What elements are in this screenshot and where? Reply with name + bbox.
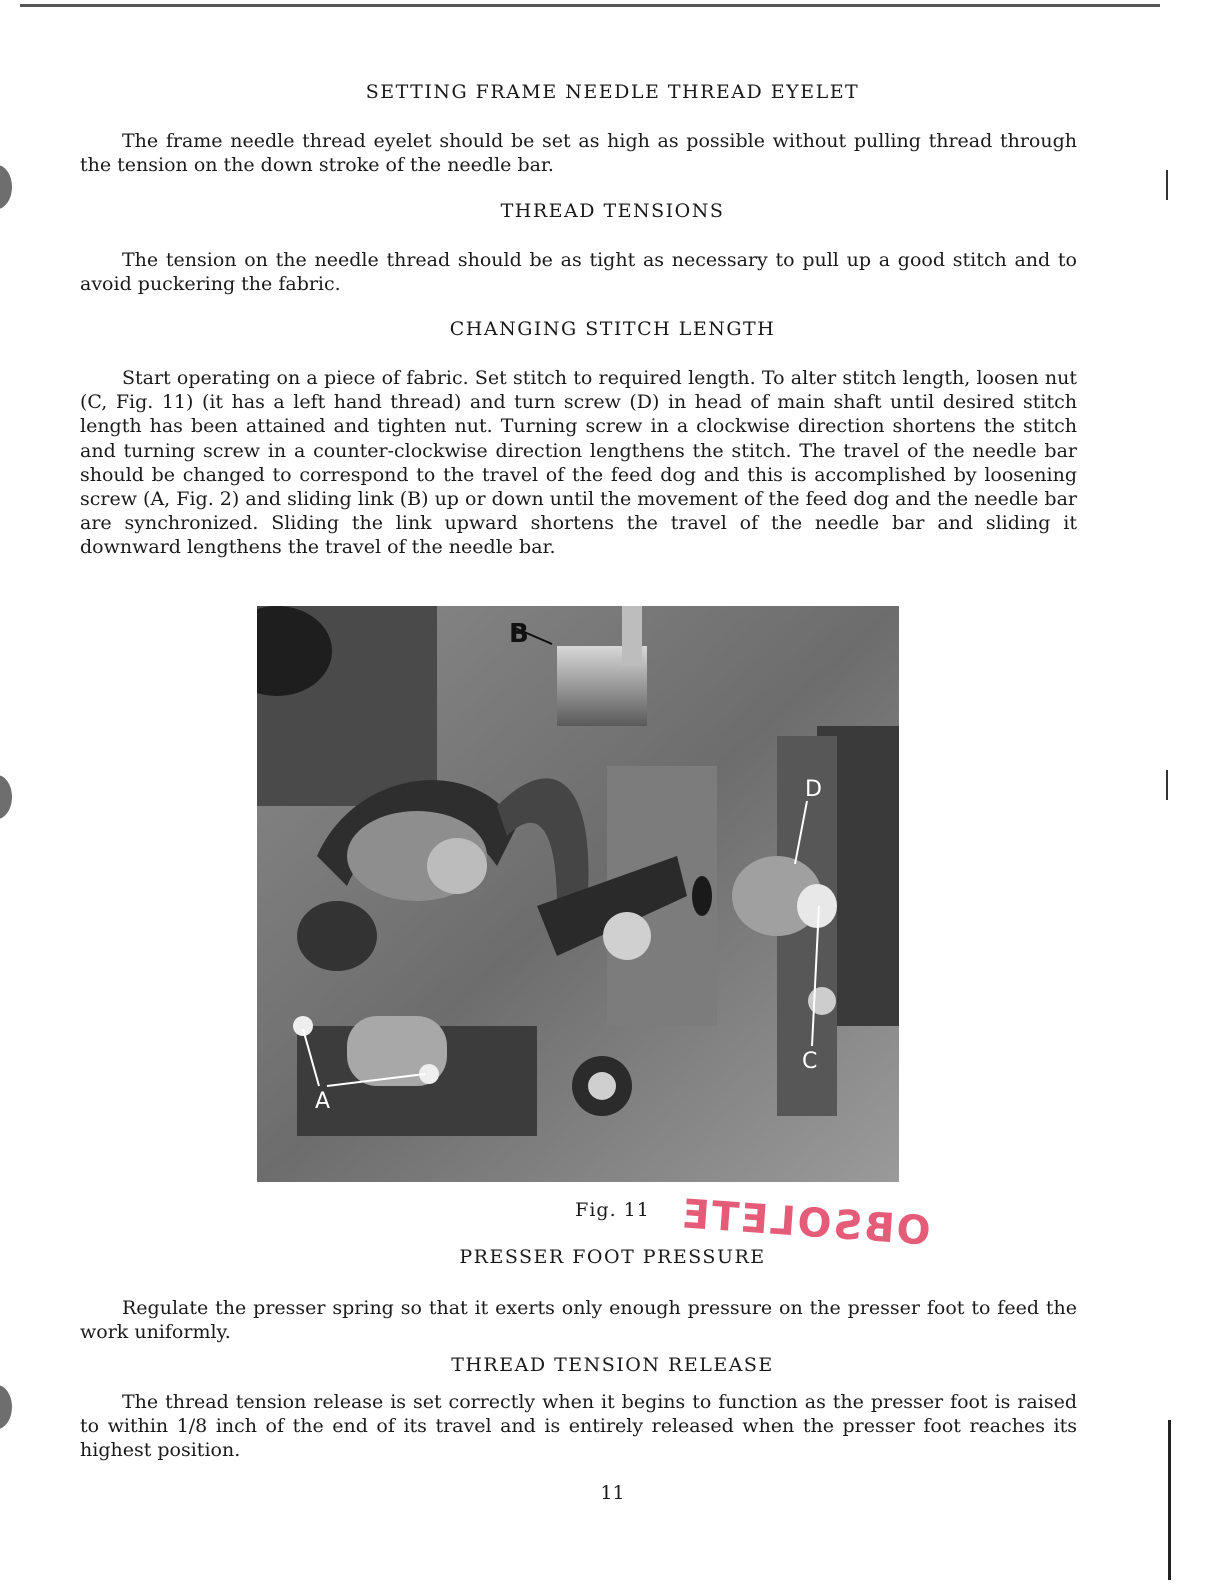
section-heading: PRESSER FOOT PRESSURE [459, 1246, 766, 1268]
label-b: B [509, 619, 529, 649]
label-d: D [805, 777, 822, 802]
right-margin-mark [1166, 770, 1168, 800]
section-body: Start operating on a piece of fabric. Set stitch to required length. To alter stitch length, loosen nut (C, Fig. 11) (it has a left hand thread) and turn screw (D) in head of main shaft until desired stitch length has been attained and tighten nut. Turning screw in a clockwise direction shortens the stitch and turning screw in a counter-clockwise direction lengthens the stitch. The travel of the needle bar should be changed to correspond to the travel of the feed dog and this is accomplished by loosening screw (A, Fig. 2) and sliding link (B) up or down until the movement of the feed dog and the needle bar are synchronized. Sliding the link upward shortens the travel of the needle bar and sliding it downward lengthens the travel of the needle bar. [80, 367, 1077, 559]
section-body: The tension on the needle thread should be as tight as necessary to pull up a good stitch and to avoid puckering the fabric. [80, 249, 1077, 296]
section-body: The frame needle thread eyelet should be set as high as possible without pulling thread through the tension on the down stroke of the needle bar. [80, 130, 1077, 177]
figure-caption: Fig. 11 [575, 1199, 650, 1221]
binder-hole [0, 1385, 12, 1429]
section-body: The thread tension release is set correctly when it begins to function as the presser foot is raised to within 1/8 inch of the end of its travel and is entirely released when the presser foot reaches its highest position. [80, 1391, 1077, 1462]
section-body: Regulate the presser spring so that it exerts only enough pressure on the presser foot to feed the work uniformly. [80, 1297, 1077, 1344]
machine-photo [257, 606, 899, 1182]
right-margin-mark [1166, 170, 1168, 200]
label-a: A [315, 1089, 331, 1114]
page-number: 11 [600, 1482, 625, 1504]
label-c: C [802, 1049, 818, 1074]
section-heading: THREAD TENSION RELEASE [451, 1354, 774, 1376]
section-heading: THREAD TENSIONS [500, 200, 725, 222]
top-rule [20, 4, 1160, 7]
section-heading: SETTING FRAME NEEDLE THREAD EYELET [365, 81, 860, 103]
binder-hole [0, 775, 12, 819]
section-heading: CHANGING STITCH LENGTH [449, 318, 776, 340]
obsolete-stamp: OBSOLETE [678, 1191, 933, 1255]
